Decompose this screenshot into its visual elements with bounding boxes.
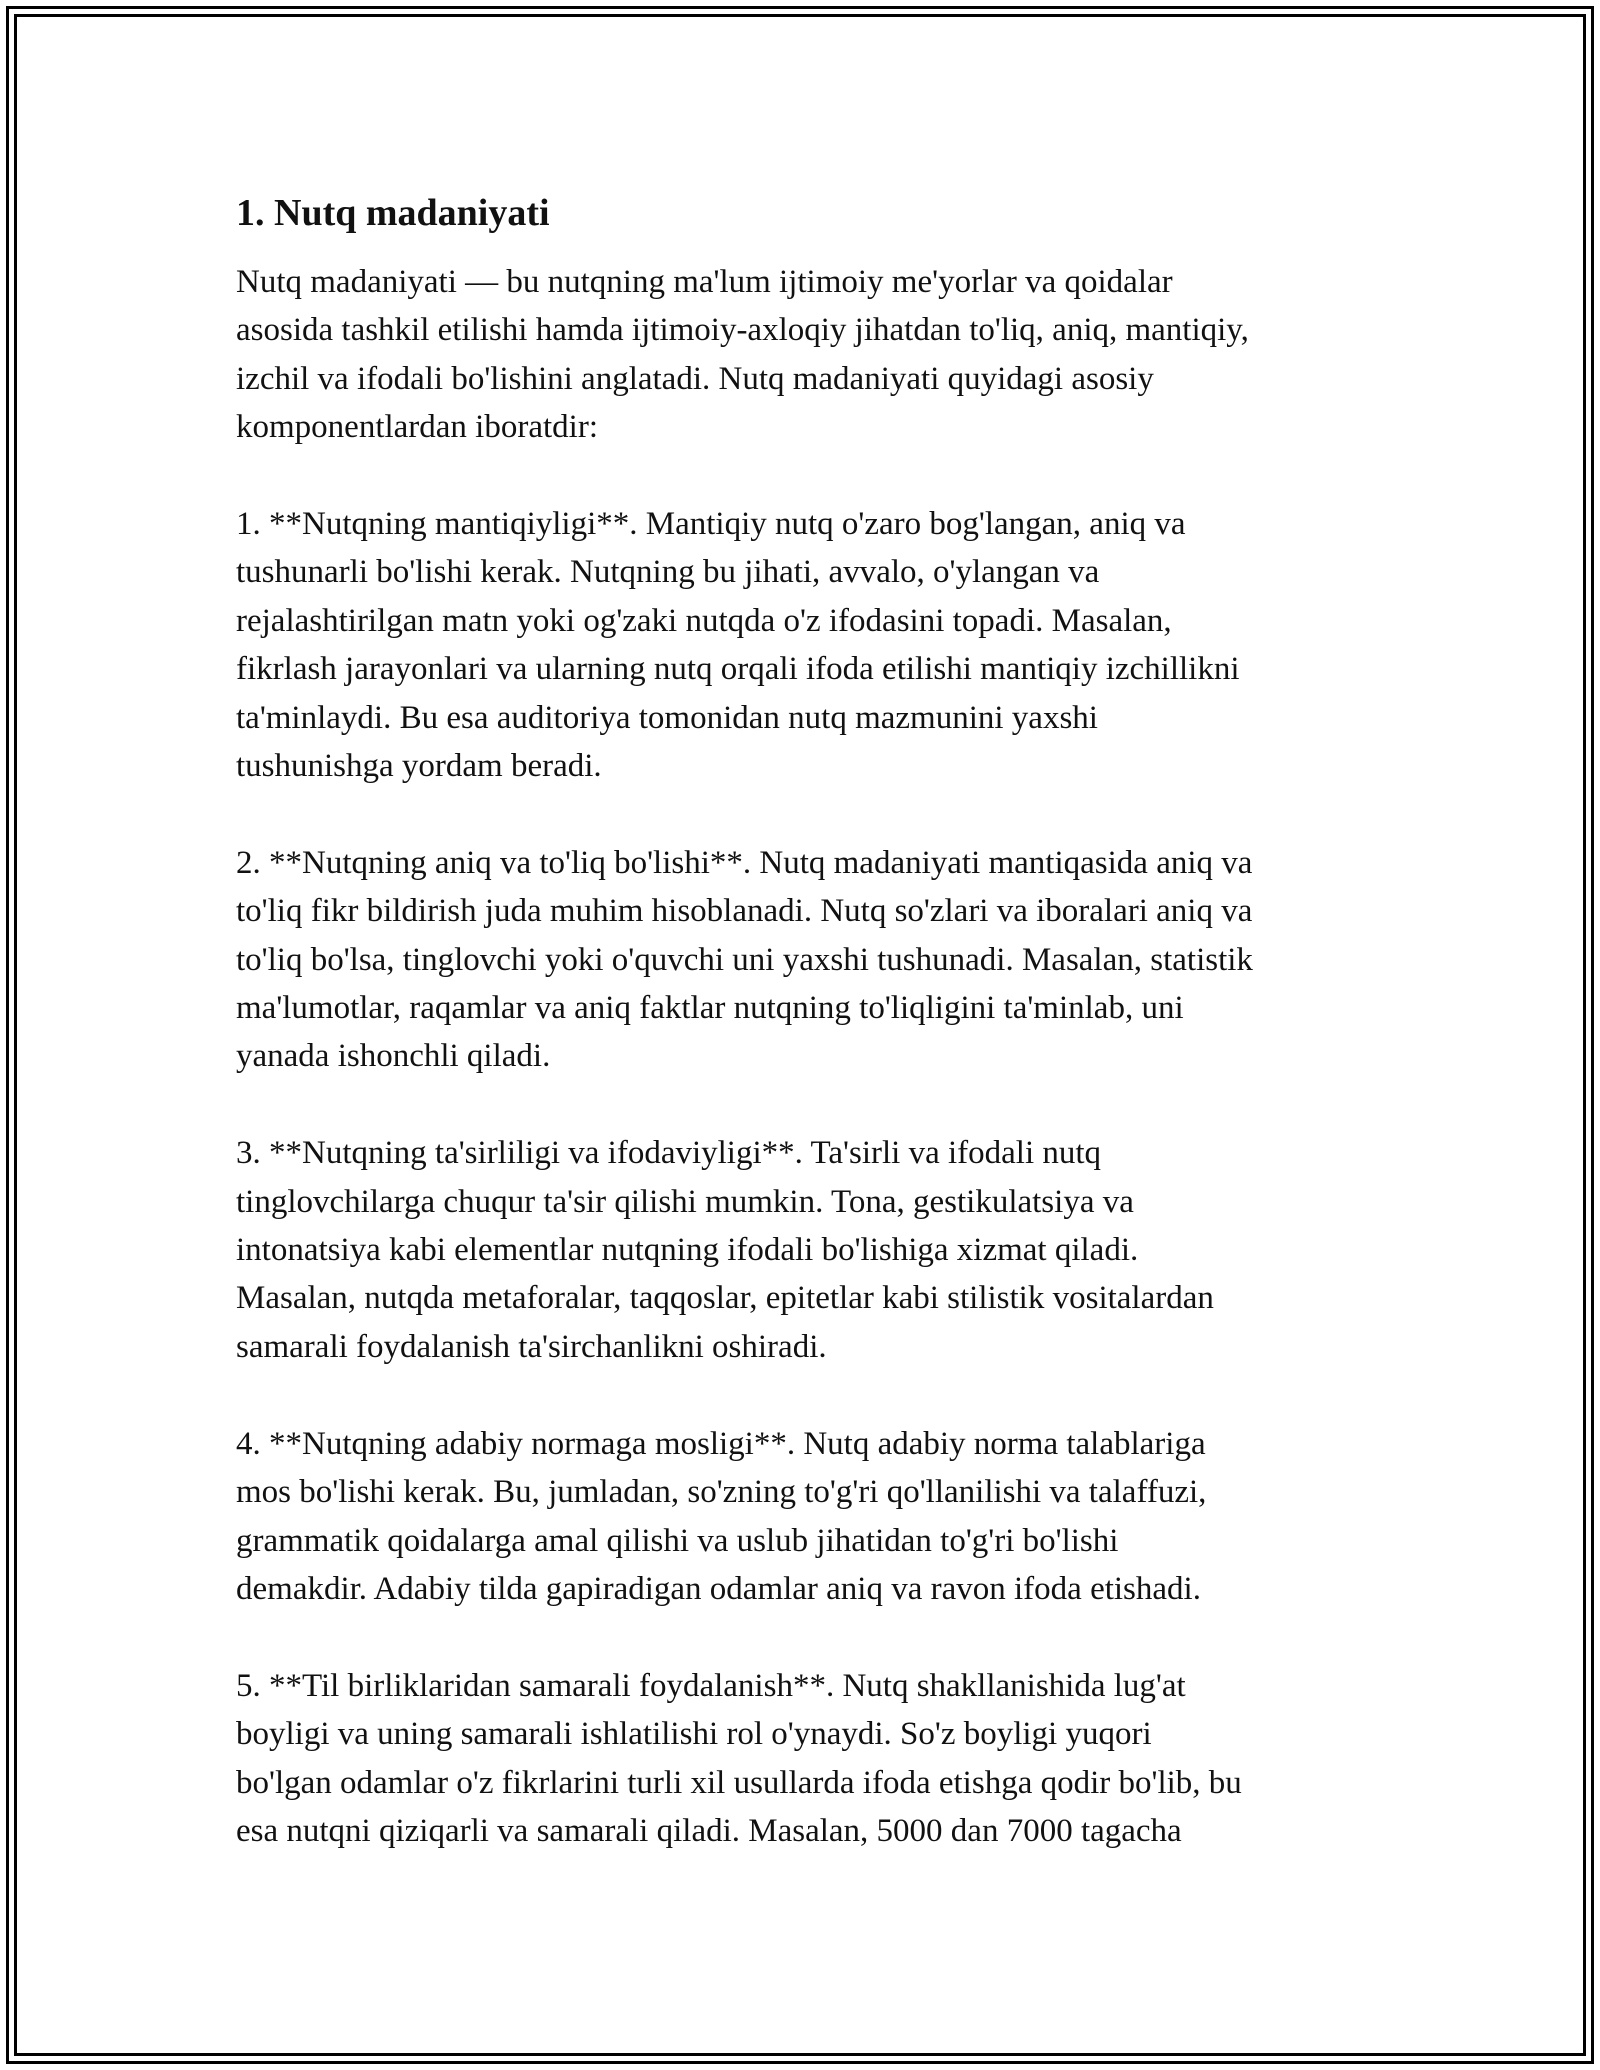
text-line: komponentlardan iboratdir: bbox=[236, 409, 598, 446]
text-line: to'liq fikr bildirish juda muhim hisoblanadi. Nutq so'zlari va iboralari aniq va bbox=[236, 893, 1253, 930]
text-line: yanada ishonchli qiladi. bbox=[236, 1038, 551, 1075]
text-line: esa nutqni qiziqarli va samarali qiladi. Masalan, 5000 dan 7000 tagacha bbox=[236, 1812, 1182, 1849]
text-line: demakdir. Adabiy tilda gapiradigan odamlar aniq va ravon ifoda etishadi. bbox=[236, 1570, 1201, 1607]
text-line: 2. **Nutqning aniq va to'liq bo'lishi**. Nutq madaniyati mantiqasida aniq va bbox=[236, 844, 1253, 881]
list-item-paragraph bbox=[236, 1420, 1376, 1614]
text-line: 3. **Nutqning ta'sirliligi va ifodaviyligi**. Ta'sirli va ifodali nutq bbox=[236, 1135, 1102, 1172]
list-item-paragraph bbox=[236, 839, 1376, 1081]
text-line: 1. **Nutqning mantiqiyligi**. Mantiqiy nutq o'zaro bog'langan, aniq va bbox=[236, 506, 1186, 543]
text-line: fikrlash jarayonlari va ularning nutq orqali ifoda etilishi mantiqiy izchillikni bbox=[236, 651, 1240, 688]
list-item-paragraph bbox=[236, 500, 1376, 790]
text-line: rejalashtirilgan matn yoki og'zaki nutqda o'z ifodasini topadi. Masalan, bbox=[236, 602, 1172, 639]
document-body bbox=[236, 186, 1376, 1855]
text-line: Nutq madaniyati — bu nutqning ma'lum ijtimoiy me'yorlar va qoidalar bbox=[236, 264, 1173, 300]
text-line: mos bo'lishi kerak. Bu, jumladan, so'zning to'g'ri qo'llanilishi va talaffuzi, bbox=[236, 1474, 1207, 1511]
list-item-paragraph bbox=[236, 1662, 1376, 1856]
intro-paragraph bbox=[236, 258, 1376, 452]
text-line: ma'lumotlar, raqamlar va aniq faktlar nutqning to'liqligini ta'minlab, uni bbox=[236, 990, 1184, 1027]
text-line: asosida tashkil etilishi hamda ijtimoiy-axloqiy jihatdan to'liq, aniq, mantiqiy, bbox=[236, 312, 1249, 349]
text-line: bo'lgan odamlar o'z fikrlarini turli xil usullarda ifoda etishga qodir bo'lib, bu bbox=[236, 1764, 1242, 1801]
text-line: boyligi va uning samarali ishlatilishi rol o'ynaydi. So'z boyligi yuqori bbox=[236, 1716, 1152, 1753]
text-line: grammatik qoidalarga amal qilishi va uslub jihatidan to'g'ri bo'lishi bbox=[236, 1522, 1119, 1559]
text-line: Masalan, nutqda metaforalar, taqqoslar, epitetlar kabi stilistik vositalardan bbox=[236, 1280, 1214, 1317]
text-line: 5. **Til birliklaridan samarali foydalanish**. Nutq shakllanishida lug'at bbox=[236, 1667, 1186, 1704]
text-line: intonatsiya kabi elementlar nutqning ifodali bo'lishiga xizmat qiladi. bbox=[236, 1232, 1139, 1269]
list-item-paragraph bbox=[236, 1129, 1376, 1371]
text-line: tinglovchilarga chuqur ta'sir qilishi mumkin. Tona, gestikulatsiya va bbox=[236, 1183, 1134, 1220]
text-line: ta'minlaydi. Bu esa auditoriya tomonidan nutq mazmunini yaxshi bbox=[236, 699, 1098, 736]
text-line: to'liq bo'lsa, tinglovchi yoki o'quvchi uni yaxshi tushunadi. Masalan, statistik bbox=[236, 941, 1253, 978]
text-line: tushunishga yordam beradi. bbox=[236, 748, 602, 785]
text-line: samarali foydalanish ta'sirchanlikni oshiradi. bbox=[236, 1328, 827, 1365]
text-line: tushunarli bo'lishi kerak. Nutqning bu jihati, avvalo, o'ylangan va bbox=[236, 554, 1100, 591]
text-line: izchil va ifodali bo'lishini anglatadi. Nutq madaniyati quyidagi asosiy bbox=[236, 360, 1154, 397]
section-heading: 1. Nutq madaniyati bbox=[236, 192, 550, 234]
text-line: 4. **Nutqning adabiy normaga mosligi**. Nutq adabiy norma talablariga bbox=[236, 1425, 1206, 1462]
